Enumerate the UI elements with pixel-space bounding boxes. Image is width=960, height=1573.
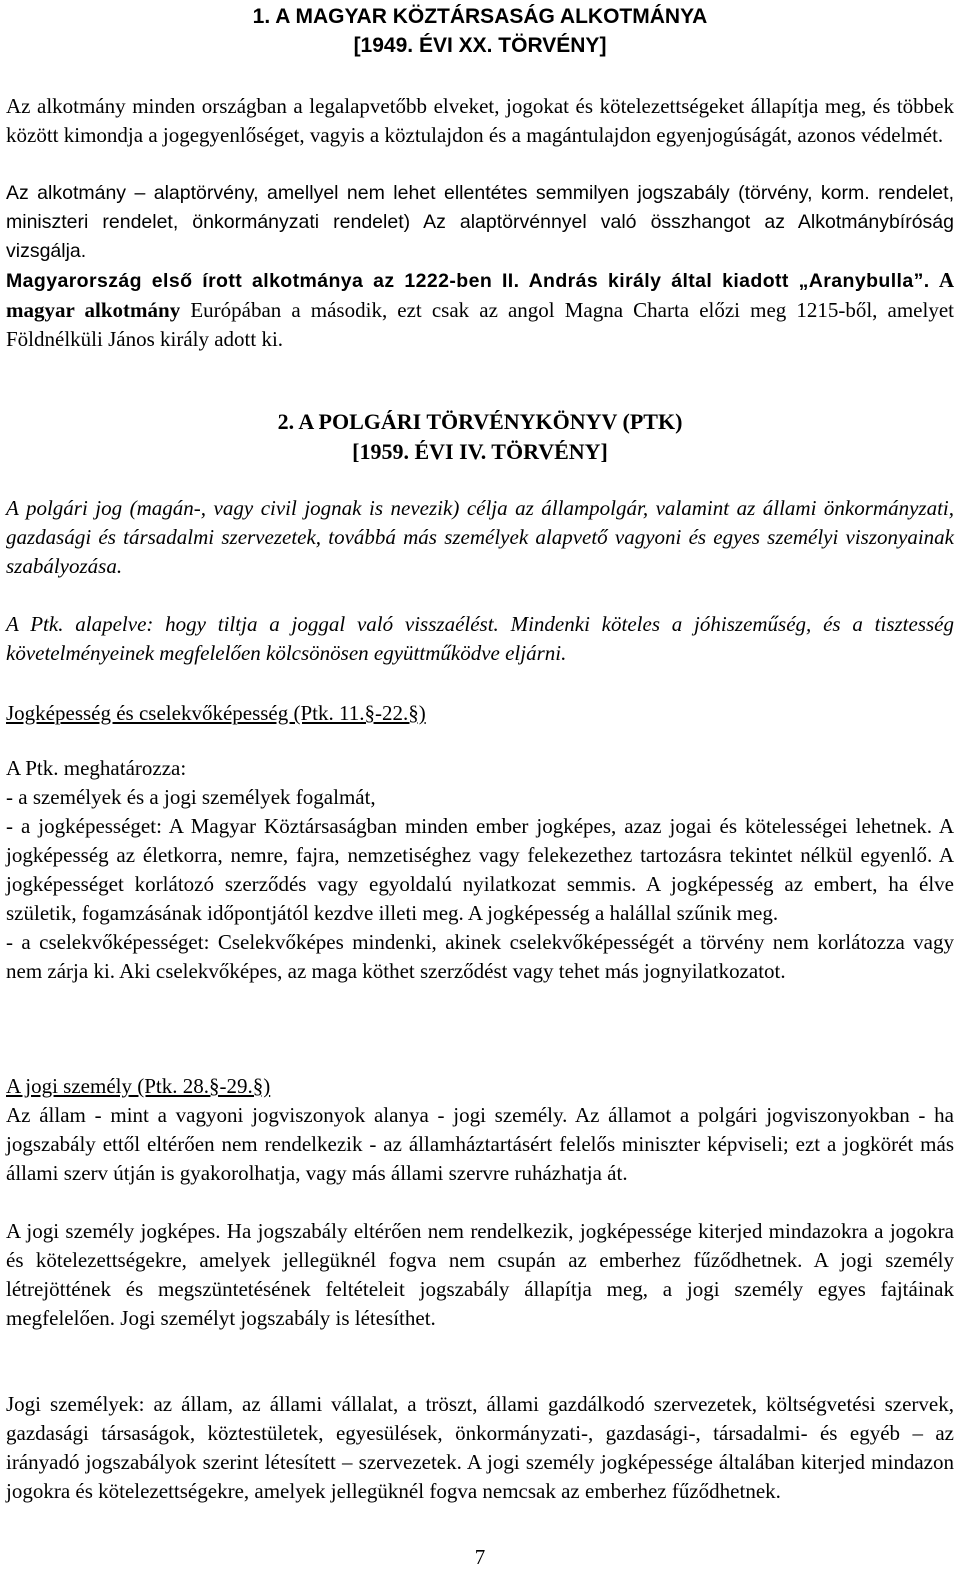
civil-law-definition: A polgári jog (magán-, vagy civil jognak is nevezik) célja az állampolgár, valamint az állami önkormányzati, gazdasági és társadalmi szervezetek, továbbá más személyek alapvető vagyoni és egyes személyi viszonyainak szabályozása. xyxy=(6,496,954,578)
state-legal-person-paragraph: Az állam - mint a vagyoni jogviszonyok alanya - jogi személy. Az államot a polgári jogviszonyokban - ha jogszabály ettől eltérően nem rendelkezik - az államháztartásért felelős miniszter képviseli; ezt a jogkörét más állami szerv útján is gyakorolhatja, vagy más állami szervre ruházhatja át. xyxy=(6,1103,954,1185)
section1-title-line1: 1. A MAGYAR KÖZTÁRSASÁG ALKOTMÁNYA xyxy=(252,5,708,28)
section1-paragraph-2: Az alkotmány – alaptörvény, amellyel nem lehet ellentétes semmilyen jogszabály (törvény, korm. rendelet, miniszteri rendelet, önkormányzati rendelet) Az alaptörvénnyel való összhangot az Alkotmánybíróság vizsgálja. xyxy=(6,182,954,262)
magyar-alkotmany-phrase: A magyar alkotmány xyxy=(6,268,955,322)
subheading-legal-person: A jogi személy (Ptk. 28.§-29.§) xyxy=(6,1074,271,1098)
subheading-legal-capacity: Jogképesség és cselekvőképesség (Ptk. 11.§-22.§) xyxy=(6,701,426,725)
page-number: 7 xyxy=(474,1545,486,1569)
legal-person-capacity-paragraph: A jogi személy jogképes. Ha jogszabály eltérően nem rendelkezik, jogképessége kiterjed mindazokra a jogokra és kötelezettségekre, amelyek jellegüknél fogva nem csupán az emberhez fűződhetnek. A jogi személy létrejöttének és megszüntetésének feltételeit jogszabály állapítja meg, a jogi személy egyes fajtáinak megfelelően. Jogi személyt jogszabály is létesíthet. xyxy=(6,1219,954,1330)
list-item-capacity-to-act: - a cselekvőképességet: Cselekvőképes mindenki, akinek cselekvőképességét a törvény nem korlátozza vagy nem zárja ki. Aki cselekvőképes, az maga köthet szerződést vagy tehet más jognyilatkozatot. xyxy=(6,930,954,983)
list-item-persons: - a személyek és a jogi személyek fogalmát, xyxy=(6,785,376,809)
aranybulla-sentence: Magyarország első írott alkotmánya az 1222-ben II. András király által kiadott „Aranybulla”. xyxy=(6,270,930,292)
ptk-defines-intro: A Ptk. meghatározza: xyxy=(6,756,187,780)
magna-charta-sentence: Európában a második, ezt csak az angol Magna Charta előzi meg 1215-ből, amelyet Földnélküli János király adott ki. xyxy=(6,298,954,351)
section2-title-line1: 2. A POLGÁRI TÖRVÉNYKÖNYV (PTK) xyxy=(277,409,683,434)
section1-title xyxy=(6,2,954,60)
list-item-legal-capacity: - a jogképességet: A Magyar Köztársaságban minden ember jogképes, azaz jogai és kötelességei lehetnek. A jogképesség az életkorra, nemre, fajra, nemzetiséghez vagy felekezethez tartozásra tekintet nélkül egyenlő. A jogképességet korlátozó szerződés vagy egyoldalú nyilatkozat semmis. A jogképesség az embert, ha élve születik, fogamzásának időpontjától kezdve illeti meg. A jogképesség a halállal szűnik meg. xyxy=(6,814,954,925)
section2-title-line2: [1959. ÉVI IV. TÖRVÉNY] xyxy=(352,439,608,464)
legal-persons-list-paragraph: Jogi személyek: az állam, az állami vállalat, a tröszt, állami gazdálkodó szervezetek, költségvetési szervek, gazdasági társaságok, köztestületek, egyesülések, önkormányzati-, gazdasági-, társadalmi- és egyéb – az irányadó jogszabályok szerint létesített – szervezetek. A jogi személy jogképessége általában kiterjed mindazon jogokra és kötelezettségekre, amelyek jellegüknél fogva nemcsak az emberhez fűződhetnek. xyxy=(6,1392,954,1503)
ptk-defines-list xyxy=(6,754,954,986)
section2-title xyxy=(6,407,954,467)
ptk-principle: A Ptk. alapelve: hogy tiltja a joggal való visszaélést. Mindenki köteles a jóhiszeműség, és a tisztesség követelményeinek megfelelően kölcsönösen együttműködve eljárni. xyxy=(6,612,954,665)
section1-paragraph-1: Az alkotmány minden országban a legalapvetőbb elveket, jogokat és kötelezettségeket állapítja meg, és többek között kimondja a jogegyenlőséget, vagyis a köztulajdon és a magántulajdon egyenjogúságát, azonos védelmét. xyxy=(6,94,954,147)
section1-title-line2: [1949. ÉVI XX. TÖRVÉNY] xyxy=(353,34,607,57)
section1-paragraph-3 xyxy=(6,266,954,354)
